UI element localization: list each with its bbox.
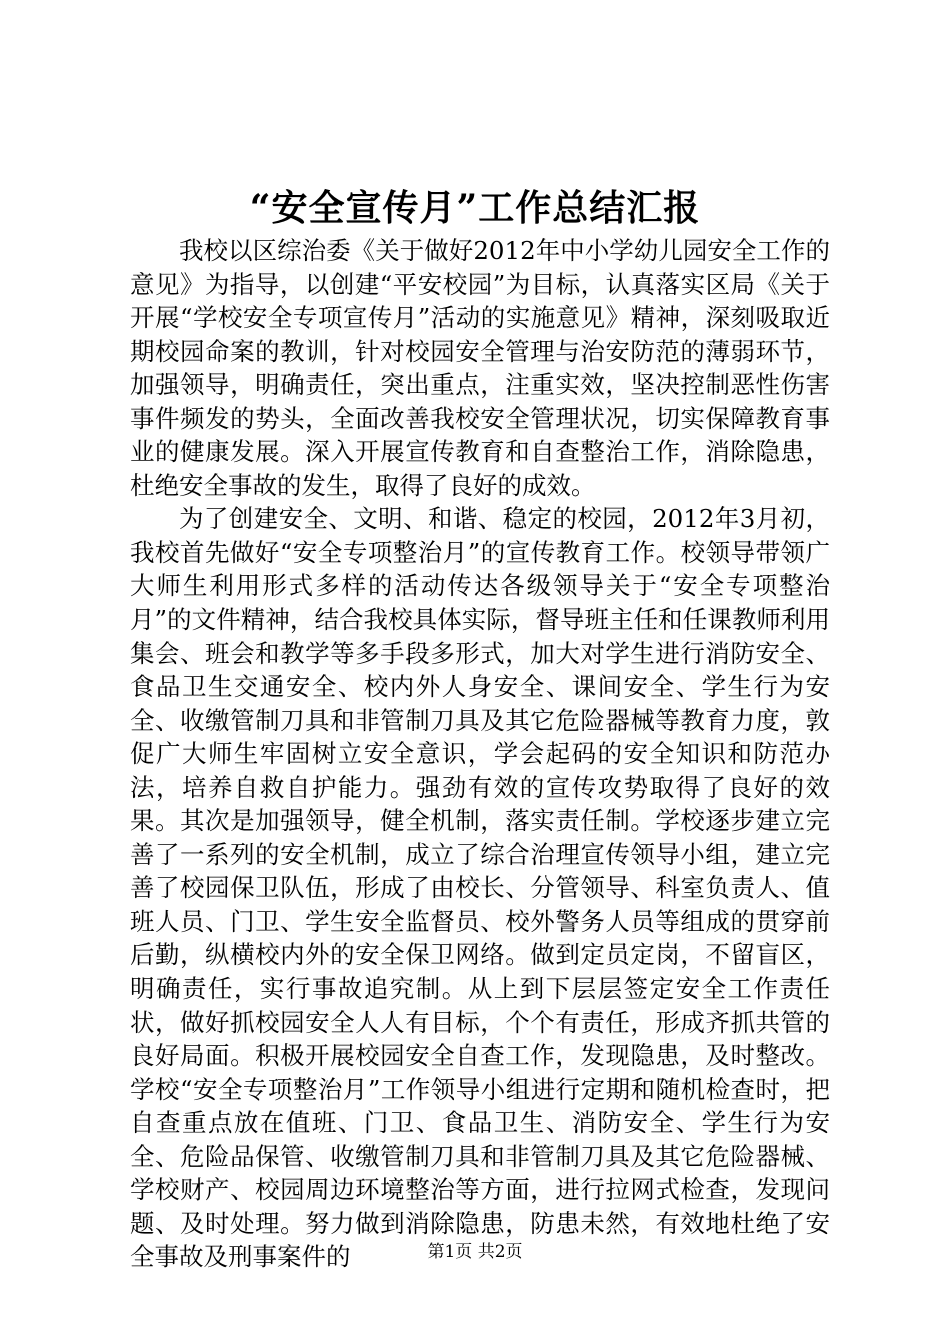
paragraph-intro: 我校以区综治委《关于做好2012年中小学幼儿园安全工作的意见》为指导，以创建“平安校园”为目标，认真落实区局《关于开展“学校安全专项宣传月”活动的实施意见》精神，深刻吸取近期校园命案的教训，针对校园安全管理与治安防范的薄弱环节，加强领导，明确责任，突出重点，注重实效，坚决控制恶性伤害事件频发的势头，全面改善我校安全管理状况，切实保障教育事业的健康发展。深入开展宣传教育和自查整治工作，消除隐患，杜绝安全事故的发生，取得了良好的成效。 bbox=[130, 236, 830, 500]
paragraph-measures: 为了创建安全、文明、和谐、稳定的校园，2012年3月初，我校首先做好“安全专项整治月”的宣传教育工作。校领导带领广大师生利用形式多样的活动传达各级领导关于“安全专项整治月”的文件精神，结合我校具体实际，督导班主任和任课教师利用集会、班会和教学等多手段多形式，加大对学生进行消防安全、食品卫生交通安全、校内外人身安全、课间安全、学生行为安全、收缴管制刀具和非管制刀具及其它危险器械等教育力度，敦促广大师生牢固树立安全意识，学会起码的安全知识和防范办法，培养自救自护能力。强劲有效的宣传攻势取得了良好的效果。其次是加强领导，健全机制，落实责任制。学校逐步建立完善了一系列的安全机制，成立了综合治理宣传领导小组，建立完善了校园保卫队伍，形成了由校长、分管领导、科室负责人、值班人员、门卫、学生安全监督员、校外警务人员等组成的贯穿前后勤，纵横校内外的安全保卫网络。做到定员定岗，不留盲区，明确责任，实行事故追究制。从上到下层层签定安全工作责任状，做好抓校园安全人人有目标，个个有责任，形成齐抓共管的良好局面。积极开展校园安全自查工作，发现隐患，及时整改。学校“安全专项整治月”工作领导小组进行定期和随机检查时，把自查重点放在值班、门卫、食品卫生、消防安全、学生行为安全、危险品保管、收缴管制刀具和非管制刀具及其它危险器械、学校财产、校园周边环境整治等方面，进行拉网式检查，发现问题、及时处理。努力做到消除隐患，防患未然，有效地杜绝了安全事故及刑事案件的 bbox=[130, 504, 830, 1272]
document-body bbox=[130, 234, 830, 1274]
page-number-footer: 第1页 共2页 bbox=[427, 1242, 523, 1262]
document-title: “安全宣传月”工作总结汇报 bbox=[249, 187, 701, 229]
